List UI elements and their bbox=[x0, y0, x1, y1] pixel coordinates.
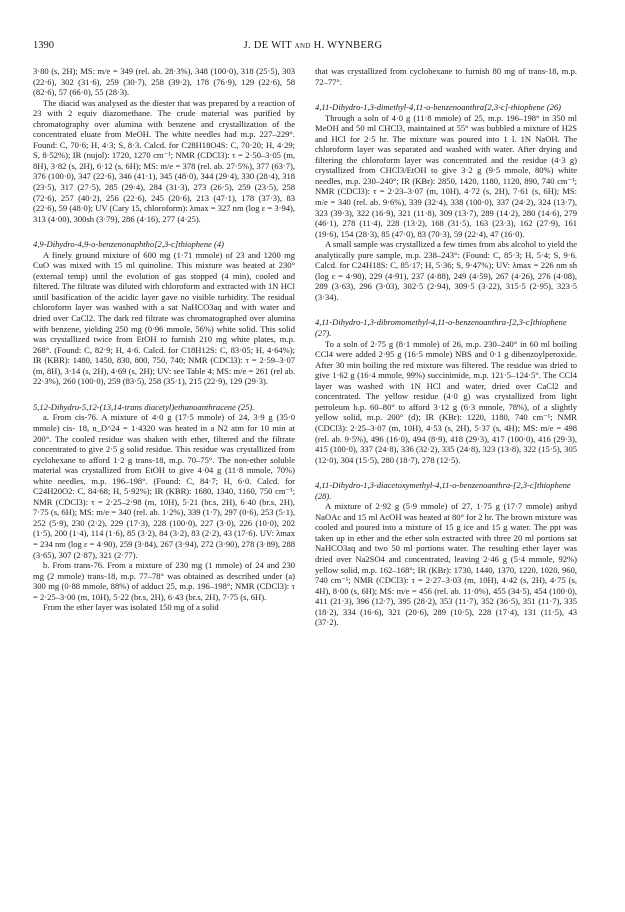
paragraph: The diacid was analysed as the diester that was prepared by a reaction of 23 with 2 equiv diazomethane. The crude material was purified by chromatography over alumina with benzene and crystallization of the concentrated eluate from MeOH. The white needles had m.p. 227–229°. Found: C, 70·6; H, 4·3; S, 8·3. Calcd. for C28H18O4S: C, 70·20; H, 4·29; S, 8·52%); IR (nujol): 1720, 1270 cm⁻¹; NMR (CDCl3): τ = 2·50–3·05 (m, 8H), 3·82 (s, 2H), 6·12 (s, 6H); MS: m/e = 378 (rel. ab. 27·5%), 377 (63·7), 376 (100·0), 347 (22·6), 346 (41·1), 345 (48·0), 344 (29·4), 330 (28·4), 318 (23·5), 317 (27·5), 285 (29·4), 284 (31·3), 273 (26·5), 259 (23·5), 258 (72·6), 257 (40·2), 256 (22·6), 245 (20·6), 213 (47·1), 178 (37·3), 83 (22·6), 59 (48·0); UV (Cary 15, chloroform): λmax = 327 nm (log ε = 3·94), 313 (4·00), 300sh (3·79), 286 (4·16), 277 (4·25). bbox=[33, 97, 295, 224]
section-heading: 4,11-Dihydro-1,3-diacetoxymethyl-4,11-o-benzenoanthra-[2,3-c]thiophene (28). bbox=[315, 480, 571, 501]
paragraph: b. From trans-76. From a mixture of 230 mg (1 mmole) of 24 and 230 mg (2 mmole) trans-18, m.p. 77–78° was obtained as described under (a) 300 mg (0·88 mmole, 88%) of adduct 25, m.p. 196–198°; NMR (CDCl3): τ = 2·25–3·00 (m, 10H), 5·22 (br.s, 2H), 6·43 (br.s, 2H), 7·75 (s, 6H). bbox=[33, 560, 295, 602]
paragraph: Through a soln of 4·0 g (11·8 mmole) of 25, m.p. 196–198° in 350 ml MeOH and 50 ml CHCl3, maintained at 55° was bubbled a mixture of H2S and HCl for 2·5 hr. The mixture was poured into 1 l. 1N NaOH. The chloroform layer was separated and washed with water. After drying and filtering the chloroform layer was concentrated and the residue (4·3 g) crystallized from CHCl3/EtOH to give 3·2 g (9·5 mmole, 80%) white needles, m.p. 230–240°; IR (KBr): 2850, 1420, 1180, 1120, 890, 740 cm⁻¹; NMR (CDCl3): τ = 2·23–3·07 (m, 10H), 4·72 (s, 2H), 7·61 (s, 6H); MS: m/e = 340 (rel. ab. 9·6%), 339 (32·4), 338 (100·0), 337 (24·2), 324 (13·7), 323 (39·3), 322 (16·9), 321 (11·8), 309 (13·7), 289 (14·2), 280 (14·6), 279 (46·1), 278 (11·4), 228 (13·2), 168 (31·5), 163 (23·3), 162 (27·9), 161 (19·6), 154 (28·3), 85 (47·0), 83 (70·3), 59 (22·4), 47 (16·0). bbox=[315, 112, 577, 239]
paragraph: A mixture of 2·92 g (5·9 mmole) of 27, 1·75 g (17·7 mmole) anhyd NaOAc and 15 ml AcOH was heated at 80° for 2 hr. The brown mixture was cooled and poured into a mixture of 15 g ice and 15 g water. The ppt was taken up in ether and the ether soln extracted with three 20 ml portions sat NaHCO3aq and two 50 ml portions water. The resulting ether layer was dried over Na2SO4 and concentrated, leaving 2·46 g (5·4 mmole, 92%) yellow solid, m.p. 162–168°; IR (KBr): 1730, 1440, 1370, 1220, 1020, 960, 740 cm⁻¹; NMR (CDCl3): τ = 2·27–3·03 (m, 10H), 4·42 (s, 2H), 4·75 (s, 4H), 8·00 (s, 6H); MS: m/e = 456 (rel. ab. 11·0%), 455 (34·5), 454 (100·0), 411 (21·3), 396 (12·7), 395 (28·2), 353 (11·7), 352 (36·5), 351 (11·7), 335 (18·2), 334 (16·6), 321 (20·6), 289 (10·5), 228 (17·4), 131 (11·5), 43 (37·2). bbox=[315, 501, 577, 628]
section-heading: 4,11-Dihydro-1,3-dimethyl-4,11-o-benzenoanthra[2,3-c]-thiophene (26) bbox=[315, 102, 561, 113]
left-column bbox=[33, 66, 295, 896]
page-number: 1390 bbox=[33, 40, 54, 51]
paragraph: From the ether layer was isolated 150 mg of a solid bbox=[43, 602, 219, 613]
paragraph: 3·80 (s, 2H); MS: m/e = 349 (rel. ab. 28·3%), 348 (100·0), 318 (25·5), 303 (22·6), 302 (31·6), 259 (30·7), 258 (39·2), 178 (76·9), 129 (22·6), 58 (82·6), 57 (66·0), 55 (28·3). bbox=[33, 66, 295, 98]
paragraph: a. From cis-76. A mixture of 4·0 g (17·5 mmole) of 24, 3·9 g (35·0 mmole) cis- 18, n_D^24 = 1·4320 was heated in a N2 atm for 10 min at 200°. The cooled residue was shaken with ether, filtered and the filtrate concentrated to give 2·5 g solid residue. This residue was crystallized from cyclohexane to afford 1·2 g trans-18, m.p. 70–75°. The non-ether soluble material was crystallized from EtOH to give 4·04 g (11·8 mmole, 70%) white needles, m.p. 196–198°. (Found: C, 84·7; H, 6·0. Calcd. for C24H20O2: C, 84·68; H, 5·92%); IR (KBR): 1680, 1340, 1160, 750 cm⁻¹; NMR (CDCl3): τ = 2·25–2·98 (m, 10H), 5·21 (br.s, 2H), 6·40 (br.s, 2H), 7·75 (s, 6H); MS: m/e = 340 (rel. ab. 1·2%), 339 (1·7), 297 (0·6), 253 (5·1), 252 (5·9), 230 (2·2), 229 (17·3), 228 (100·0), 227 (3·0), 226 (10·0), 202 (1·5), 200 (1·4), 114 (1·6), 85 (3·2), 84 (3·2), 83 (2·2), 43 (17·6). UV: λmax = 234 nm (log ε = 4·90), 259 (3·84), 267 (3·94), 272 (3·90), 278 (3·89), 288 (3·65), 307 (2·87), 321 (2·77). bbox=[33, 412, 295, 560]
paragraph: A finely ground mixture of 600 mg (1·71 mmole) of 23 and 1200 mg CuO was mixed with 15 ml quinoline. This mixture was heated at 230° (external temp) until the evolution of gas stopped (4 min), cooled and filtered. The filtrate was diluted with chloroform and extracted with 1N HCl until basification of the acidic layer gave no visible turbidity. The residual chloroform layer was washed with a sat NaHCO3aq and with water and dried over CaCl2. The dark red filtrate was chromatographed over alumina with benzene, yielding 250 mg (0·96 mmole, 56%) white solid. This solid was crystallized twice from EtOH to furnish 210 mg white plates, m.p. 268°. (Found: C, 82·9; H, 4·6. Calcd. for C18H12S: C, 83·05; H, 4·64%); IR (KBR): 1480, 1450, 830, 800, 750, 740; NMR (CDCl3): τ = 2·59–3·07 (m, 8H), 3·14 (s, 2H), 4·69 (s, 2H); UV: see Table 4; MS: m/e = 261 (rel ab. 22·3%), 260 (100·0), 259 (83·5), 258 (35·1), 215 (22·9), 129 (29·3). bbox=[33, 249, 295, 387]
section-heading: 4,9-Dihydro-4,9-o-benzenonaphtho[2,3-c]thiophene (4) bbox=[33, 239, 224, 250]
section-heading: 5,12-Dihydro-5,12-(13,14-trans diacetyl)ethanoanthracene (25). bbox=[33, 401, 255, 412]
right-column bbox=[315, 66, 577, 896]
paragraph: A small sample was crystallized a few times from abs alcohol to yield the analytically pure sample, m.p. 238–243°: (Found: C, 85·3; H, 5·4; S, 9·6. Calcd. for C24H18S: C, 85·17; H, 5·36; S, 9·47%); UV: λmax = 226 nm sh (log ε = 4·90), 229 (4·91), 237 (4·88), 249 (4·59), 267 (4·26), 276 (4·08), 289 (3·63), 296 (3·03), 302·5 (2·94), 309·5 (3·22), 315·5 (2·95), 323·5 (3·34). bbox=[315, 239, 577, 302]
page-header bbox=[33, 40, 593, 54]
paragraph: To a soln of 2·75 g (8·1 mmole) of 26, m.p. 230–240° in 60 ml boiling CCl4 were added 2·95 g (16·5 mmole) NBS and 0·1 g dibenzoylperoxide. After 30 min boiling the red mixture was filtered. The residue was dried to give 1·62 g (16·4 mmole, 99%) succinimide, m.p. 121·5–124·5°. The CCl4 layer was washed with 1N HCl and water, dried over CaCl2 and concentrated. The yellow residue (4·0 g) was crystallized from light petroleum b.p. 60–80° to afford 3·12 g (6·3 mmole, 78%), of a slightly yellow solid, m.p. 200° (d); IR (KBr): 1220, 1180, 740 cm⁻¹; NMR (CDCl3): 2·25–3·07 (m, 10H), 4·53 (s, 2H), 5·37 (s, 4H); MS: m/e = 498 (rel. ab. 9·5%), 496 (16·0), 494 (8·9), 418 (29·3), 417 (100·0), 416 (29·3), 415 (100·0), 337 (24·8), 336 (32·2), 335 (24·8), 323 (13·8), 322 (15·5), 305 (12·0), 304 (15·5), 280 (18·7), 278 (12·5). bbox=[315, 338, 577, 465]
running-title: J. DE WIT and H. WYNBERG bbox=[243, 40, 383, 51]
section-heading: 4,11-Dihydro-1,3-dibromomethyl-4,11-o-benzenoanthra-[2,3-c]thiophene (27). bbox=[315, 317, 567, 339]
paragraph: that was crystallized from cyclohexane to furnish 80 mg of trans-18, m.p. 72–77°. bbox=[315, 66, 577, 87]
